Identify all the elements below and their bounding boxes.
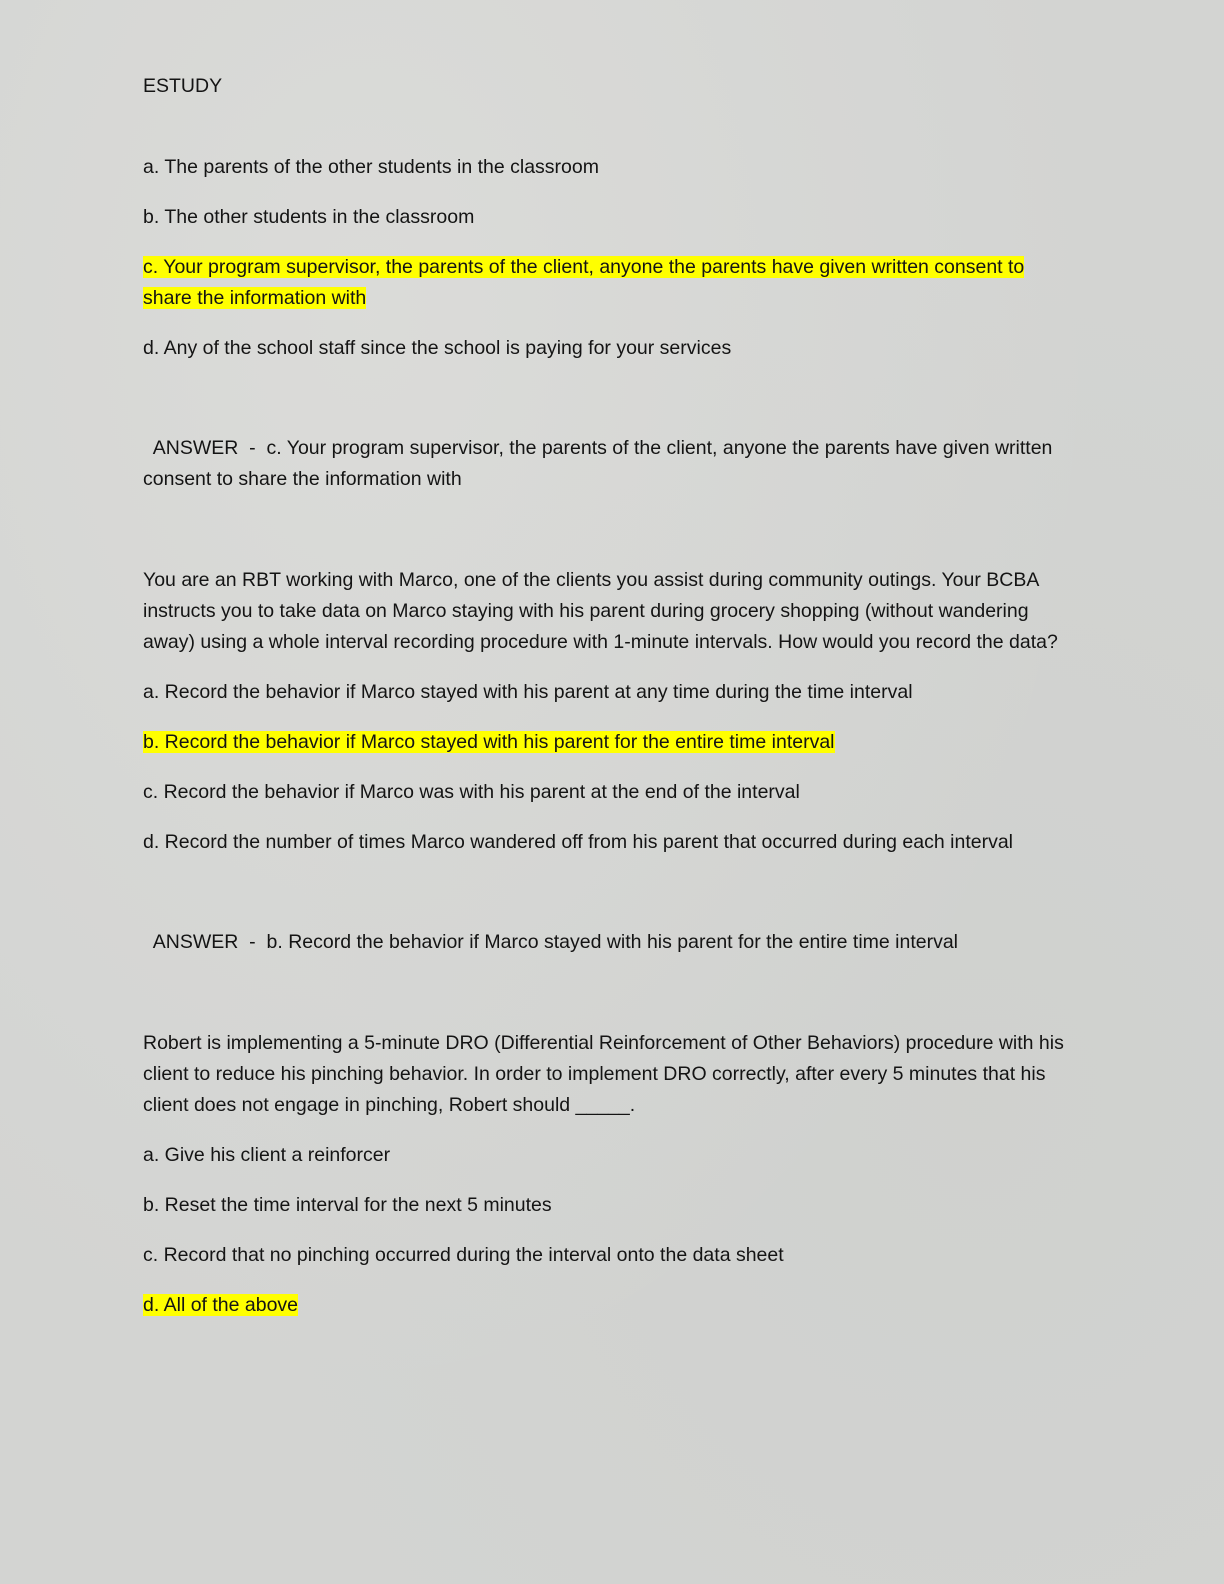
- q1-options: [143, 152, 1073, 364]
- answer-label: ANSWER -: [143, 437, 267, 459]
- q3-option-c: c. Record that no pinching occurred during the interval onto the data sheet: [143, 1244, 784, 1266]
- q2-answer: [143, 927, 1073, 958]
- q2-option-d: d. Record the number of times Marco wandered off from his parent that occurred during each interval: [143, 831, 1013, 853]
- q3-question: Robert is implementing a 5-minute DRO (Differential Reinforcement of Other Behaviors) procedure with his client to reduce his pinching behavior. In order to implement DRO correctly, after every 5 minutes that his client does not engage in pinching, Robert should _____.: [143, 1032, 1064, 1116]
- answer-text: c. Your program supervisor, the parents of the client, anyone the parents have given written consent to share the information with: [143, 437, 1053, 490]
- q1-option-d: d. Any of the school staff since the school is paying for your services: [143, 337, 732, 359]
- answer-label: ANSWER -: [143, 931, 267, 953]
- q3-option-a: a. Give his client a reinforcer: [143, 1144, 391, 1166]
- q1-answer: [143, 433, 1073, 495]
- answer-text: b. Record the behavior if Marco stayed with his parent for the entire time interval: [266, 931, 959, 953]
- highlighted-answer: b. Record the behavior if Marco stayed with his parent for the entire time interval: [143, 731, 835, 753]
- q1-option-a: a. The parents of the other students in the classroom: [143, 156, 599, 178]
- highlighted-answer: c. Your program supervisor, the parents of the client, anyone the parents have given written consent to share the information with: [143, 256, 1025, 309]
- q2-option-a: a. Record the behavior if Marco stayed with his parent at any time during the time interval: [143, 681, 913, 703]
- q3-options: [143, 1140, 1073, 1321]
- document-body: [143, 68, 1073, 1321]
- q1-option-b: b. The other students in the classroom: [143, 206, 475, 228]
- q2-options: [143, 677, 1073, 858]
- q3-option-d: [143, 1290, 1073, 1321]
- document-header: ESTUDY: [143, 75, 223, 97]
- highlighted-answer: d. All of the above: [143, 1294, 299, 1316]
- q3-option-b: b. Reset the time interval for the next 5 minutes: [143, 1194, 552, 1216]
- q2-question: You are an RBT working with Marco, one of the clients you assist during community outings. Your BCBA instructs you to take data on Marco staying with his parent during grocery shopping (without wandering away) using a whole interval recording procedure with 1-minute intervals. How would you record the data?: [143, 569, 1058, 653]
- q2-option-c: c. Record the behavior if Marco was with his parent at the end of the interval: [143, 781, 800, 803]
- q1-option-c: [143, 252, 1073, 314]
- q2-option-b: [143, 727, 1073, 758]
